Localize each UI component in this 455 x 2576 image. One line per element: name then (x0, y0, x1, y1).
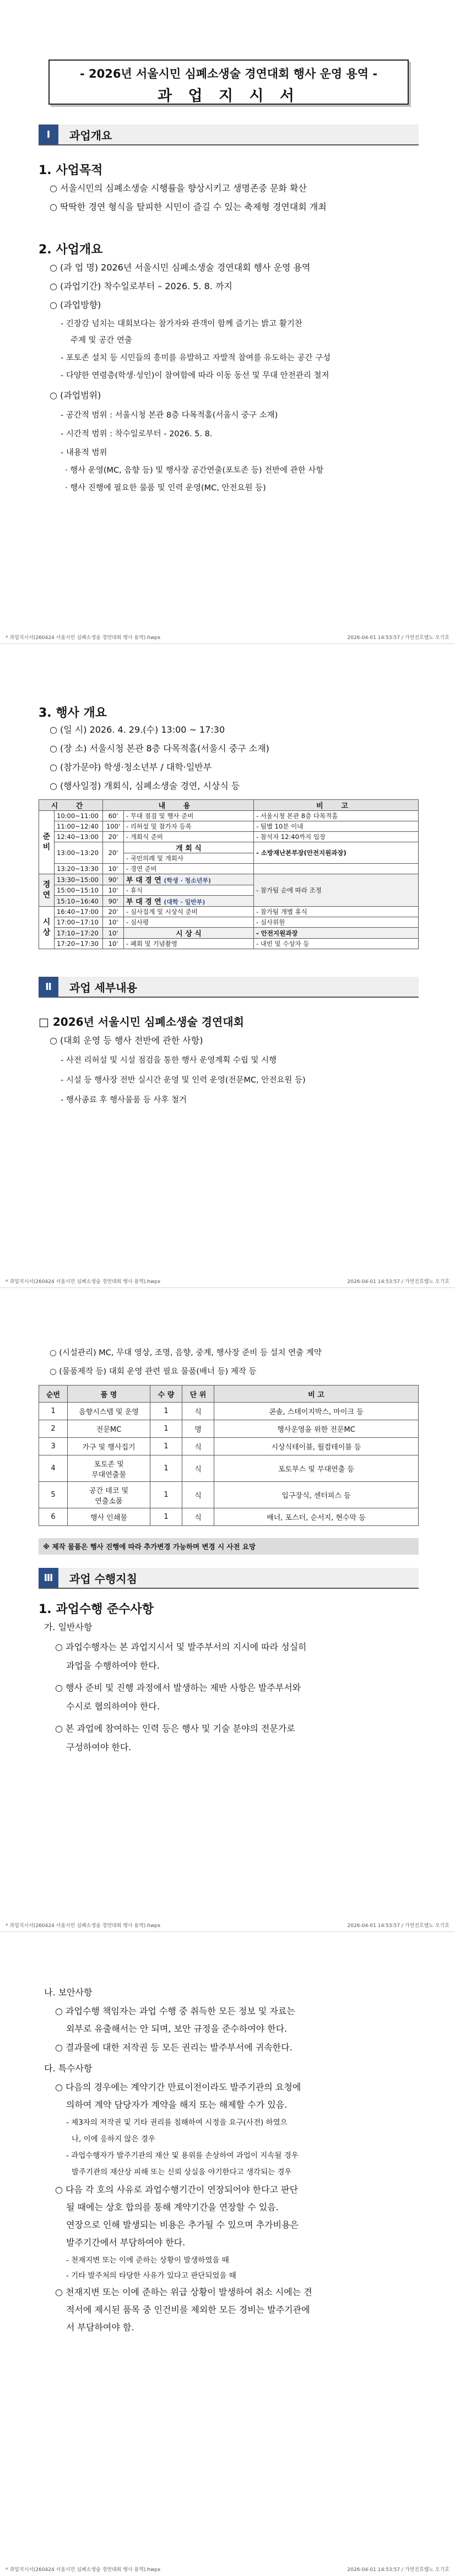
special-2a: ○ 다음 각 호의 사유로 과업수행기간이 연장되어야 한다고 판단 (55, 2184, 299, 2195)
cell-unit: 식 (182, 1482, 214, 1508)
table-row (39, 1455, 419, 1482)
cell-time: 16:40~17:00 (55, 907, 103, 917)
contest-item-1: - 사전 리허설 및 시설 점검을 통한 행사 운영계획 수립 및 시행 (61, 1056, 277, 1065)
table-row (39, 811, 419, 821)
cell-no: 2 (39, 1420, 68, 1438)
overview-name: ○ (과 업 명) 2026년 서울시민 심폐소생술 경연대회 행사 운영 용역 (50, 262, 311, 273)
page-2 (0, 644, 455, 1288)
table-header-row (39, 800, 419, 811)
direction-item-2: - 포토존 설치 등 시민들의 흥미를 유발하고 자발적 참여를 유도하는 공간 구성 (61, 354, 331, 362)
security-2: ○ 결과물에 대한 저작권 등 모든 권리는 발주부서에 귀속한다. (55, 2042, 292, 2053)
section-title: 과업개요 (69, 128, 112, 142)
table-row (39, 874, 419, 885)
event-categories: ○ (참가문야) 학생·청소년부 / 대학·일반부 (50, 762, 212, 772)
cell-duration: 90' (103, 896, 124, 907)
contest-division: (학생 · 청소년부) (164, 877, 211, 884)
cell-duration: 10' (103, 864, 124, 874)
contest-division: (대학 · 일반부) (164, 899, 205, 906)
section-header-3 (39, 1568, 419, 1589)
cell-no: 5 (39, 1482, 68, 1508)
table-row (39, 842, 419, 853)
footer-file: * 과업지시서(260424 서울시민 심폐소생술 경연대회 행사 용역).hwpx (6, 2567, 161, 2573)
section-number: Ⅲ (39, 1568, 58, 1588)
cell-duration: 20' (103, 907, 124, 917)
cell-note: - 서울시청 본관 8층 다목적홀 (254, 811, 419, 821)
special-2b: 될 때에는 상호 합의를 통해 계약기간을 연장할 수 있음. (66, 2202, 279, 2212)
general-2a: ○ 행사 준비 및 진행 과정에서 발생하는 제반 사항은 발주부서와 (55, 1682, 301, 1693)
footer-file: * 과업지시서(260424 서울시민 심폐소생술 경연대회 행사 용역).hwpx (6, 1923, 161, 1929)
cell-note: - 안전지원과장 (254, 928, 419, 939)
cell-note: - 소방재난본부장(안전지원과장) (254, 842, 419, 864)
footer-file: * 과업지시서(260424 서울시민 심폐소생술 경연대회 행사 용역).hwpx (6, 1279, 161, 1285)
footer-stamp: 2026-04-01 14:53:57 / 가연진호텔노 오기호 (347, 635, 449, 641)
section-number: Ⅱ (39, 977, 58, 997)
cell-time: 17:20~17:30 (55, 939, 103, 949)
scope-content: - 내용적 범위 (61, 448, 107, 457)
table-row (39, 1438, 419, 1455)
scope-space: - 공간적 범위 : 서울시청 본관 8층 다목적홀(서울시 중구 소재) (61, 411, 278, 420)
direction-item-1a: - 긴장감 넘치는 대회보다는 참가자와 관객이 함께 즐기는 밝고 활기찬 (61, 320, 302, 328)
contest-scope: ○ (대회 운영 등 행사 전반에 관한 사항) (50, 1035, 203, 1046)
cell-unit: 식 (182, 1438, 214, 1455)
cell-content: - 무대 점검 및 행사 준비 (124, 811, 254, 821)
special-3b: 적서에 제시된 품목 중 인건비를 제외한 모든 경비는 발주기관에 (66, 2304, 310, 2315)
cell-no: 1 (39, 1403, 68, 1420)
page-footer (6, 2566, 449, 2573)
page-3 (0, 1288, 455, 1932)
cell-content-contest (124, 874, 254, 885)
table-header-row (39, 1386, 419, 1403)
cell-time: 13:20~13:30 (55, 864, 103, 874)
section-header-1 (39, 125, 419, 145)
security-1b: 외부로 유출해서는 안 되며, 보안 규정을 준수하여야 한다. (66, 2023, 288, 2034)
cell-no: 6 (39, 1508, 68, 1526)
items-table (39, 1385, 419, 1526)
cell-note: - 심사위원 (254, 917, 419, 928)
cell-duration: 100' (103, 821, 124, 832)
special-1a: ○ 다음의 경우에는 계약기간 만료이전이라도 발주기관의 요청에 (55, 2082, 301, 2092)
footer-file: * 과업지시서(260424 서울시민 심폐소생술 경연대회 행사 용역).hwpx (6, 635, 161, 641)
heading-purpose: 1. 사업목적 (39, 164, 103, 177)
sub-heading-security: 나. 보안사항 (44, 1987, 93, 1998)
cell-duration: 10' (103, 885, 124, 896)
schedule-table (39, 799, 419, 949)
special-1b: 의하여 계약 담당자가 계약을 해지 또는 해제할 수가 있음. (66, 2099, 288, 2110)
page-footer (6, 634, 449, 641)
page-1 (0, 0, 455, 644)
general-1a: ○ 과업수행자는 본 과업지시서 및 발주부서의 지시에 따라 성실히 (55, 1642, 307, 1652)
purpose-bullet-1: ○ 서울시민의 심폐소생술 시행률을 향상시키고 생명존중 문화 확산 (50, 183, 307, 193)
direction-item-1b: 주제 및 공간 연출 (71, 336, 132, 345)
general-3b: 구성하여야 한다. (66, 1742, 132, 1752)
cell-qty: 1 (150, 1508, 182, 1526)
cell-note: - 팀별 10분 이내 (254, 821, 419, 832)
heading-event: 3. 행사 개요 (39, 706, 107, 720)
purpose-bullet-2: ○ 딱딱한 경연 형식을 탈피한 시민이 즐길 수 있는 축제형 경연대회 개최 (50, 202, 327, 212)
document-title: 과 업 지 시 서 (157, 88, 300, 105)
direction-item-3: - 다양한 연령층(학생·성인)이 참여함에 따라 이동 동선 및 무대 안전관리 철저 (61, 371, 329, 380)
special-1e: - 과업수행자가 발주기관의 재산 및 용위를 손상하여 과업이 지속될 경우 (66, 2151, 299, 2160)
col-header-note: 비 고 (254, 800, 419, 811)
group-label-prep: 준 비 (39, 811, 55, 874)
cell-content: - 리허설 및 참가자 등록 (124, 821, 254, 832)
cell-duration: 10' (103, 939, 124, 949)
cell-note: - 내빈 및 수상자 등 (254, 939, 419, 949)
cell-item: 공간 데코 및 연출소품 (68, 1482, 150, 1508)
security-1a: ○ 과업수행 책임자는 과업 수행 중 취득한 모든 정보 및 자료는 (55, 2006, 295, 2016)
special-2e: - 천재지변 또는 이에 준하는 상황이 발생하였을 때 (66, 2256, 229, 2265)
event-datetime: ○ (일 시) 2026. 4. 29.(수) 13:00 ~ 17:30 (50, 724, 225, 735)
sub-heading-general: 가. 일반사항 (44, 1622, 93, 1632)
scope-content-1: · 행사 운영(MC, 음향 등) 및 행사장 공간연출(포토존 등) 전반에 관한 사항 (65, 466, 324, 475)
sub-heading-special: 다. 특수사항 (44, 2063, 93, 2074)
table-row (39, 864, 419, 874)
col-header-note: 비 고 (214, 1386, 419, 1403)
cell-note: 배너, 포스터, 순서지, 현수막 등 (214, 1508, 419, 1526)
table-row (39, 917, 419, 928)
event-program: ○ (행사일정) 개회식, 심폐소생술 경연, 시상식 등 (50, 781, 240, 791)
contest-label: 부 대 경 연 (126, 876, 161, 885)
overview-direction: ○ (과업방향) (50, 300, 101, 310)
page-footer (6, 1922, 449, 1929)
cell-duration: 60' (103, 811, 124, 821)
cell-note: 포토부스 및 무대연출 등 (214, 1455, 419, 1482)
cell-content: - 심사평 (124, 917, 254, 928)
contest-item-2: - 시설 등 행사장 전반 실시간 운영 및 인력 운영(전문MC, 안전요원 등) (61, 1076, 306, 1085)
general-3a: ○ 본 과업에 참여하는 인력 등은 행사 및 기술 분야의 전문가로 (55, 1723, 295, 1734)
col-header-no: 순번 (39, 1386, 68, 1403)
items-note: ※ 제작 물품은 행사 진행에 따라 추가변경 가능하며 변경 시 사전 요망 (39, 1538, 419, 1555)
cell-time: 17:00~17:10 (55, 917, 103, 928)
cell-unit: 식 (182, 1403, 214, 1420)
heading-contest: □ 2026년 서울시민 심폐소생술 경연대회 (39, 1015, 244, 1029)
special-3c: 서 부담하여야 함. (66, 2322, 134, 2333)
cell-note: - 참석자 12:40까지 입장 (254, 832, 419, 842)
cell-duration: 90' (103, 874, 124, 885)
heading-overview: 2. 사업개요 (39, 243, 103, 257)
special-1d: 나, 이에 응하지 않은 경우 (72, 2135, 155, 2144)
cell-content-contest (124, 896, 254, 907)
cell-time: 10:00~11:00 (55, 811, 103, 821)
cell-qty: 1 (150, 1482, 182, 1508)
heading-compliance: 1. 과업수행 준수사항 (39, 1603, 154, 1616)
col-header-content: 내 용 (103, 800, 254, 811)
cell-note: 행사운영을 위한 전문MC (214, 1420, 419, 1438)
cell-content: - 국민의례 및 개회사 (124, 853, 254, 864)
section-header-2 (39, 977, 419, 998)
cell-note (254, 864, 419, 874)
cell-item: 포토존 및 무대연출물 (68, 1455, 150, 1482)
cell-time: 13:00~13:20 (55, 842, 103, 864)
page-4 (0, 1932, 455, 2576)
cell-no: 4 (39, 1455, 68, 1482)
cell-item: 가구 및 행사집기 (68, 1438, 150, 1455)
special-2c: 연장으로 인해 발생되는 비용은 추가될 수 있으며 추가비용은 (66, 2220, 299, 2230)
cell-content-opening: 개 회 식 (124, 842, 254, 853)
cell-note: - 참가팀 개별 휴식 (254, 907, 419, 917)
footer-stamp: 2026-04-01 14:53:57 / 가연진호텔노 오기호 (347, 1923, 449, 1929)
scope-content-2: · 행사 진행에 필요한 물품 및 인력 운영(MC, 안전요원 등) (65, 484, 266, 493)
facility-management: ○ (시설관리) MC, 무대 영상, 조명, 음향, 중계, 행사장 준비 등 설치 연출 계약 (50, 1349, 322, 1357)
table-row (39, 1482, 419, 1508)
event-venue: ○ (장 소) 서울시청 본관 8층 다목적홀(서울시 중구 소재) (50, 743, 269, 754)
table-row (39, 1420, 419, 1438)
cell-duration: 20' (103, 842, 124, 864)
section-number: Ⅰ (39, 125, 58, 144)
special-1f: 발주기관의 재산상 피해 또는 신뢰 상실을 야기한다고 생각되는 경우 (72, 2168, 292, 2177)
cell-content: - 휴식 (124, 885, 254, 896)
scope-time: - 시간적 범위 : 착수일로부터 - 2026. 5. 8. (61, 430, 213, 439)
cell-qty: 1 (150, 1420, 182, 1438)
cell-unit: 식 (182, 1508, 214, 1526)
cell-unit: 식 (182, 1455, 214, 1482)
special-1c: - 제3자의 저작권 및 기타 권리를 침해하여 시정을 요구(사전) 하였으 (66, 2118, 288, 2127)
document-subtitle: - 2026년 서울시민 심폐소생술 경연대회 행사 운영 용역 - (79, 67, 378, 80)
special-2f: - 기타 발주처의 타당한 사유가 있다고 판단되었을 때 (66, 2271, 236, 2280)
cell-content: - 심사집계 및 시상식 준비 (124, 907, 254, 917)
col-header-qty: 수 량 (150, 1386, 182, 1403)
general-2b: 수시로 협의하여야 한다. (66, 1701, 160, 1712)
goods-production: ○ (물품제작 등) 대회 운영 관련 필요 물품(배너 등) 제작 등 (50, 1367, 257, 1376)
cell-item: 전문MC (68, 1420, 150, 1438)
footer-stamp: 2026-04-01 14:53:57 / 가연진호텔노 오기호 (347, 2567, 449, 2573)
cell-unit: 명 (182, 1420, 214, 1438)
table-row (39, 1403, 419, 1420)
cell-time: 11:00~12:40 (55, 821, 103, 832)
table-row (39, 907, 419, 917)
cell-qty: 1 (150, 1455, 182, 1482)
general-1b: 과업을 수행하여야 한다. (66, 1660, 160, 1671)
table-row (39, 832, 419, 842)
cell-content: - 개회식 준비 (124, 832, 254, 842)
cell-note: 입구장식, 센터피스 등 (214, 1482, 419, 1508)
special-3a: ○ 천재지변 또는 이에 준하는 위급 상황이 발생하여 취소 시에는 견 (55, 2287, 312, 2297)
cell-content-award: 시 상 식 (124, 928, 254, 939)
section-title: 과업 수행지침 (69, 1572, 137, 1585)
cell-note: 시상식테이블, 월컴테이블 등 (214, 1438, 419, 1455)
cell-duration: 20' (103, 832, 124, 842)
special-2d: 발주기간에서 부담하여야 한다. (66, 2237, 186, 2248)
cell-time: 15:00~15:10 (55, 885, 103, 896)
group-label-award: 시 상 (39, 907, 55, 949)
cell-note: 콘솔, 스테이지박스, 마이크 등 (214, 1403, 419, 1420)
table-row (39, 928, 419, 939)
col-header-time: 시 간 (39, 800, 103, 811)
table-row (39, 939, 419, 949)
cell-content: - 경연 준비 (124, 864, 254, 874)
cell-duration: 10' (103, 928, 124, 939)
cell-note: - 참가팀 순에 따라 조정 (254, 874, 419, 907)
cell-time: 12:40~13:00 (55, 832, 103, 842)
cell-time: 13:30~15:00 (55, 874, 103, 885)
cell-no: 3 (39, 1438, 68, 1455)
overview-period: ○ (과업기간) 착수일로부터 – 2026. 5. 8. 까지 (50, 281, 232, 291)
cell-content: - 폐회 및 기념촬영 (124, 939, 254, 949)
col-header-item: 품 명 (68, 1386, 150, 1403)
cell-qty: 1 (150, 1403, 182, 1420)
cell-qty: 1 (150, 1438, 182, 1455)
cell-item: 음향시스템 및 운영 (68, 1403, 150, 1420)
page-footer (6, 1278, 449, 1285)
section-title: 과업 세부내용 (69, 981, 137, 994)
table-row (39, 821, 419, 832)
footer-stamp: 2026-04-01 14:53:57 / 가연진호텔노 오기호 (347, 1279, 449, 1285)
title-box (48, 59, 409, 105)
overview-scope: ○ (과업범위) (50, 390, 101, 401)
group-label-contest: 경 연 (39, 874, 55, 907)
cell-item: 행사 인쇄물 (68, 1508, 150, 1526)
cell-time: 17:10~17:20 (55, 928, 103, 939)
table-row (39, 1508, 419, 1526)
contest-item-3: - 행사종료 후 행사물품 등 사후 철거 (61, 1096, 187, 1105)
contest-label: 부 대 경 연 (126, 898, 161, 906)
cell-time: 15:10~16:40 (55, 896, 103, 907)
col-header-unit: 단 위 (182, 1386, 214, 1403)
cell-duration: 10' (103, 917, 124, 928)
